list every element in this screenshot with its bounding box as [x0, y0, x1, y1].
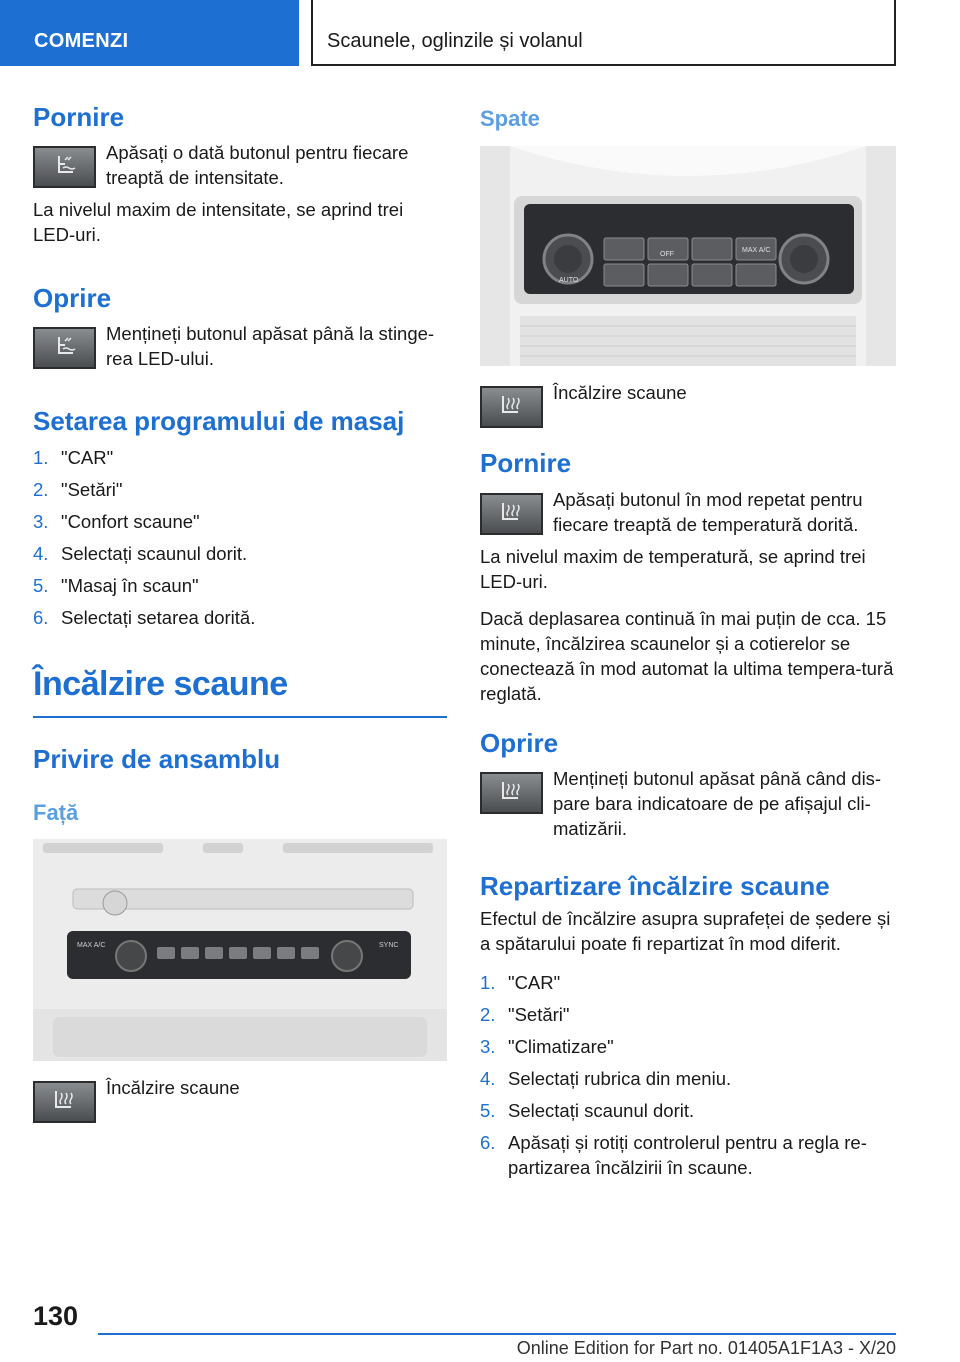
section-rule	[33, 716, 447, 718]
rear-panel-auto-label: AUTO	[559, 277, 579, 285]
list-item: 3. "Confort scaune"	[33, 510, 200, 532]
list-item: 5. "Masaj în scaun"	[33, 574, 199, 596]
footer-rule	[98, 1333, 896, 1335]
front-heat-caption: Încălzire scaune	[106, 1076, 240, 1098]
front-heading: Față	[33, 799, 79, 825]
heat-on-note: La nivelul maxim de temperatură, se aprind trei LED-uri.	[480, 545, 866, 592]
rear-heat-caption-row	[480, 380, 896, 428]
list-item: 2. "Setări"	[480, 1003, 570, 1025]
heat-off-heading: Oprire	[480, 727, 559, 758]
seat-heating-button-icon	[480, 772, 543, 814]
right-column	[480, 100, 896, 1187]
rear-heading: Spate	[480, 106, 540, 131]
massage-on-text: Apăsați o dată butonul pentru fiecare treaptă de intensitate.	[106, 142, 409, 189]
distribution-heading: Repartizare încălzire scaune	[480, 870, 830, 901]
list-item: 4. Selectați scaunul dorit.	[33, 542, 248, 564]
massage-button-icon	[33, 327, 96, 369]
front-heat-caption-row	[33, 1075, 447, 1123]
massage-button-icon	[33, 146, 96, 188]
rear-heat-caption: Încălzire scaune	[553, 382, 687, 404]
left-column	[33, 100, 447, 1123]
massage-on-heading: Pornire	[33, 102, 125, 132]
heat-on-text: Apăsați butonul în mod repetat pentru fiecare treaptă de temperatură dorită.	[553, 488, 863, 535]
list-item: 4. Selectați rubrica din meniu.	[480, 1067, 732, 1089]
front-panel-max-label: MAX A/C	[77, 941, 106, 949]
edition-note: Online Edition for Part no. 01405A1F1A3 - X/20	[516, 1338, 896, 1358]
chapter-tab: COMENZI	[0, 0, 299, 66]
list-item: 2. "Setări"	[33, 478, 123, 500]
heat-off-row	[480, 766, 896, 841]
massage-program-heading: Setarea programului de masaj	[33, 406, 405, 437]
section-title: Încălzire scaune	[33, 664, 288, 703]
rear-panel-off-label: OFF	[660, 251, 674, 259]
heat-on-heading: Pornire	[480, 448, 572, 479]
seat-heating-button-icon	[480, 386, 543, 428]
rear-panel-max-label: MAX A/C	[742, 247, 771, 255]
front-panel-sync-label: SYNC	[379, 941, 399, 949]
seat-heating-button-icon	[33, 1081, 96, 1123]
front-console-photo	[33, 839, 447, 1061]
massage-off-row	[33, 321, 447, 371]
heat-on-row	[480, 487, 896, 537]
page-number: 130	[33, 1301, 79, 1331]
distribution-text: Efectul de încălzire asupra suprafeței de ședere și a spătarului poate fi repartizat în mod diferit.	[480, 907, 891, 954]
list-item: 6. Selectați setarea dorită.	[33, 606, 256, 628]
rear-console-photo	[480, 146, 896, 366]
list-item: 3. "Climatizare"	[480, 1035, 614, 1057]
massage-off-heading: Oprire	[33, 283, 112, 314]
overview-heading: Privire de ansamblu	[33, 744, 281, 775]
massage-on-row	[33, 140, 447, 190]
seat-heating-button-icon	[480, 493, 543, 535]
massage-on-note: La nivelul maxim de intensitate, se aprind trei LED-uri.	[33, 199, 404, 246]
distribution-steps-list	[480, 970, 896, 1180]
chapter-title: Scaunele, oglinzile și volanul	[311, 0, 896, 66]
massage-off-text: Mențineți butonul apăsat până la stinge-rea LED-ului.	[106, 323, 435, 370]
list-item: 6. Apăsați și rotiți controlerul pentru a regla re-partizarea încălzirii în scaune.	[480, 1131, 867, 1178]
list-item: 5. Selectați scaunul dorit.	[480, 1099, 695, 1121]
heat-auto-note: Dacă deplasarea continuă în mai puțin de cca. 15 minute, încălzirea scaunelor și a cotierelor se conectează în mod automat la ultima tempera-tură reglată.	[480, 607, 894, 704]
list-item: 1. "CAR"	[33, 446, 114, 468]
list-item: 1. "CAR"	[480, 971, 561, 993]
massage-steps-list	[33, 445, 447, 630]
heat-off-text: Mențineți butonul apăsat până când dis-pare bara indicatoare de pe afișajul cli-matizării.	[553, 767, 882, 839]
